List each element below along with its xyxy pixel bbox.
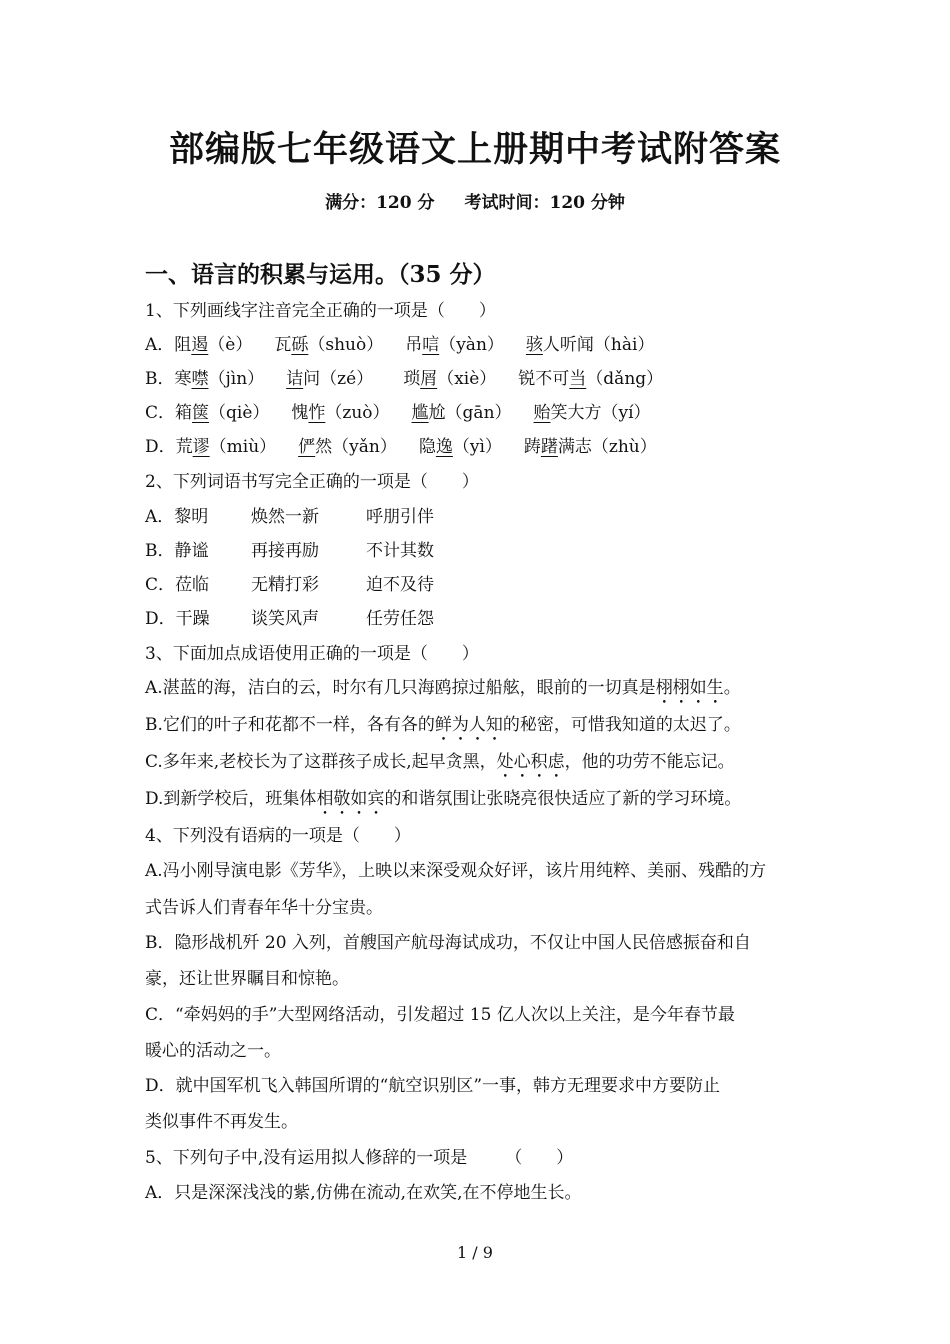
q1-option-b: B．寒噤（jìn） 诘问（zé） 琐屑（xiè） 锐不可当（dǎng） xyxy=(145,369,664,389)
q2-option-c: C．莅临 无精打彩 迫不及待 xyxy=(145,575,434,595)
q3-stem: 3、下面加点成语使用正确的一项是（ ） xyxy=(145,644,479,664)
q1-option-d: D．荒谬（miù） 俨然（yǎn） 隐逸（yì） 踌躇满志（zhù） xyxy=(145,437,657,457)
q1-option-c: C．箱箧（qiè） 愧怍（zuò） 尴尬（gān） 贻笑大方（yí） xyxy=(145,403,651,423)
q4-line: 式告诉人们青春年华十分宝贵。 xyxy=(145,898,383,918)
q5-option-a: A．只是深深浅浅的紫,仿佛在流动,在欢笑,在不停地生长。 xyxy=(145,1183,582,1203)
full-score: 满分：120 分 xyxy=(325,193,435,213)
q1-option-a: A．阻遏（è） 瓦砾（shuò） 吊唁（yàn） 骇人听闻（hài） xyxy=(145,335,655,355)
section-heading: 一、语言的积累与运用。（35 分） xyxy=(145,261,496,288)
q1-stem: 1、下列画线字注音完全正确的一项是（ ） xyxy=(145,301,496,321)
q4-line: B．隐形战机歼 20 入列，首艘国产航母海试成功，不仅让中国人民倍感振奋和自 xyxy=(145,933,751,953)
q4-line: 豪，还让世界瞩目和惊艳。 xyxy=(145,969,349,989)
page-title: 部编版七年级语文上册期中考试附答案 xyxy=(168,129,781,170)
exam-time: 考试时间：120 分钟 xyxy=(464,193,625,213)
page-number: 1 / 9 xyxy=(457,1243,493,1262)
q3-option-a: A.湛蓝的海，洁白的云，时尔有几只海鸥掠过船舷，眼前的一切真是栩栩如生。 xyxy=(145,678,741,698)
q3-option-b: B.它们的叶子和花都不一样，各有各的鲜为人知的秘密，可惜我知道的太迟了。 xyxy=(145,715,741,735)
q4-line: 类似事件不再发生。 xyxy=(145,1112,298,1132)
q4-line: A.冯小刚导演电影《芳华》，上映以来深受观众好评，该片用纯粹、美丽、残酷的方 xyxy=(145,861,767,881)
q5-stem: 5、下列句子中,没有运用拟人修辞的一项是 （ ） xyxy=(145,1148,574,1168)
q4-stem: 4、下列没有语病的一项是（ ） xyxy=(145,826,411,846)
exam-info xyxy=(0,188,950,213)
q3-option-c: C.多年来,老校长为了这群孩子成长,起早贪黑，处心积虑，他的功劳不能忘记。 xyxy=(145,752,735,772)
q4-line: C．“牵妈妈的手”大型网络活动，引发超过 15 亿人次以上关注，是今年春节最 xyxy=(145,1005,735,1025)
q4-line: 暖心的活动之一。 xyxy=(145,1041,281,1061)
q2-option-b: B．静谧 再接再励 不计其数 xyxy=(145,541,434,561)
q2-option-d: D．干躁 谈笑风声 任劳任怨 xyxy=(145,609,434,629)
q2-stem: 2、下列词语书写完全正确的一项是（ ） xyxy=(145,472,479,492)
q2-option-a: A．黎明 焕然一新 呼朋引伴 xyxy=(145,507,434,527)
q4-line: D．就中国军机飞入韩国所谓的“航空识别区”一事，韩方无理要求中方要防止 xyxy=(145,1076,721,1096)
q3-option-d: D.到新学校后，班集体相敬如宾的和谐氛围让张晓亮很快适应了新的学习环境。 xyxy=(145,789,742,809)
